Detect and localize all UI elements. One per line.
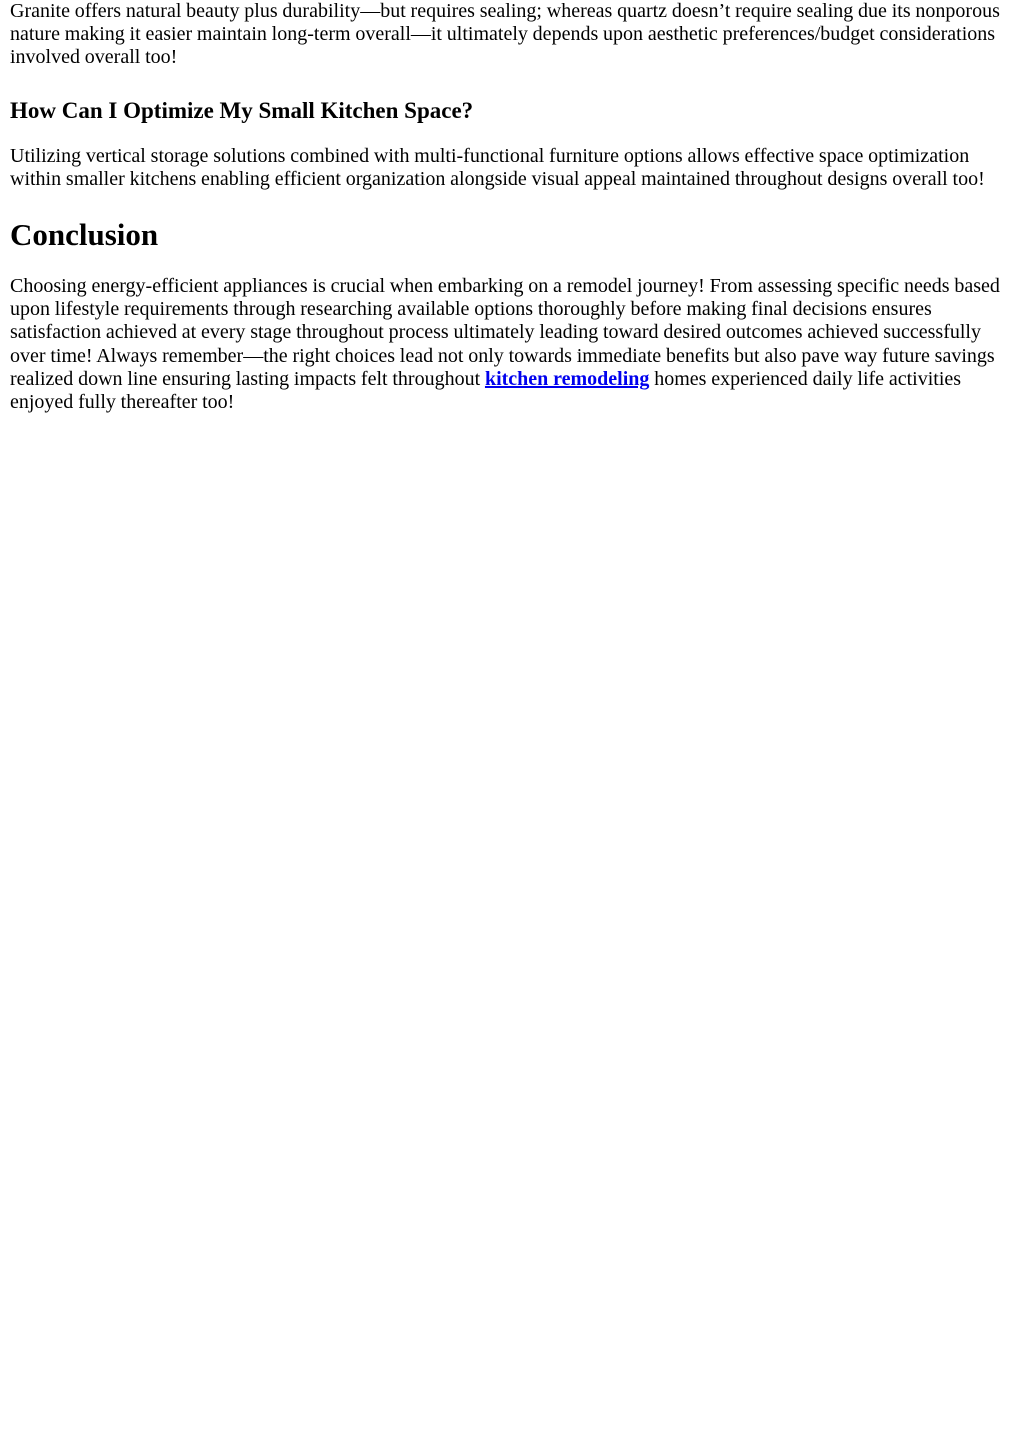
kitchen-remodeling-link[interactable]: kitchen remodeling [484, 367, 650, 390]
conclusion-paragraph [10, 275, 1014, 414]
intro-paragraph: Granite offers natural beauty plus durability—but requires sealing; whereas quartz doesn’t require sealing due its nonporous nature making it easier maintain long-term overall—it ultimately depends upon aesthetic preferences/budget considerations involved overall too! [10, 0, 1000, 69]
conclusion-text-before-link: Choosing energy-efficient appliances is crucial when embarking on a remodel journey! From assessing specific needs based upon lifestyle requirements through researching available options thoroughly before making final decisions ensures satisfaction achieved at every stage throughout process ultimately leading toward desired outcomes achieved successfully over time! Always remember—the right choices lead not only towards immediate benefits but also pave way future savings realized down line ensuring lasting impacts felt throughout [10, 275, 1000, 390]
conclusion-text-after-link: homes experienced daily life activities enjoyed fully thereafter too! [10, 367, 962, 414]
faq-heading: How Can I Optimize My Small Kitchen Space? [10, 97, 474, 123]
conclusion-heading: Conclusion [10, 217, 159, 253]
faq-answer-paragraph: Utilizing vertical storage solutions combined with multi-functional furniture options allows effective space optimization within smaller kitchens enabling efficient organization alongside visual appeal maintained throughout designs overall too! [10, 144, 985, 190]
